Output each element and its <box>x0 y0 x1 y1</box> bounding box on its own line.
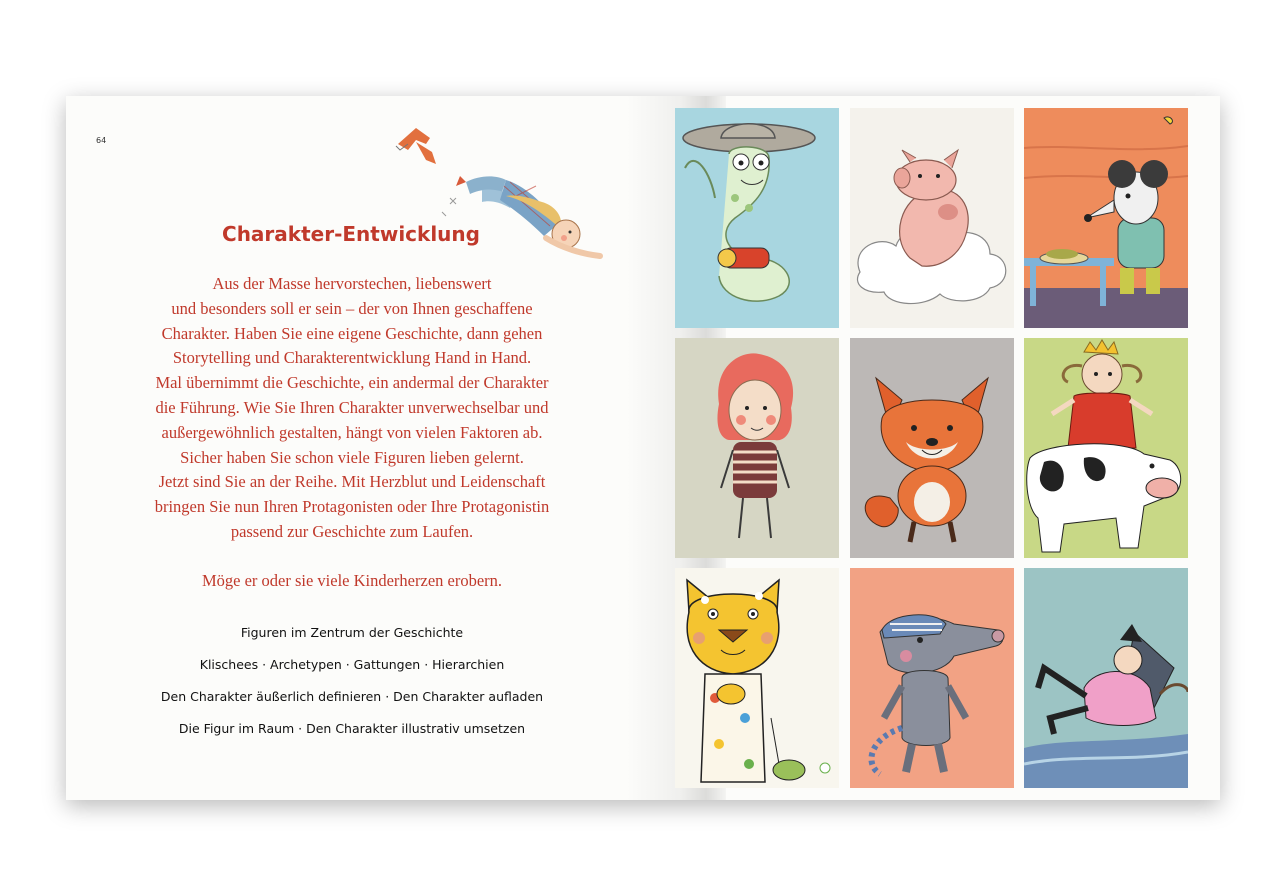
witch-falling-illustration <box>1024 568 1188 788</box>
intro-line: Mal übernimmt die Geschichte, ein andermal der Charakter <box>155 373 549 393</box>
intro-line: Jetzt sind Sie an der Reihe. Mit Herzblut und Leidenschaft <box>158 472 546 492</box>
intro-line: passend zur Geschichte zum Laufen. <box>230 521 474 541</box>
intro-line: Charakter. Haben Sie eine eigene Geschichte, dann gehen <box>161 323 543 343</box>
intro-line: Storytelling und Charakterentwicklung Hand in Hand. <box>172 348 532 368</box>
topic-item: Klischees · Archetypen · Gattungen · Hierarchien <box>199 657 505 672</box>
illustration-tile <box>1024 108 1188 328</box>
illustration-tile <box>675 568 839 788</box>
closing-line: Möge er oder sie viele Kinderherzen erobern. <box>201 570 503 590</box>
intro-line: bringen Sie nun Ihren Protagonisten oder Ihre Protagonistin <box>154 497 550 517</box>
topic-item: Figuren im Zentrum der Geschichte <box>240 625 464 640</box>
illustration-tile <box>850 108 1014 328</box>
fox-illustration <box>850 338 1014 558</box>
illustration-tile <box>850 338 1014 558</box>
intro-line: und besonders soll er sein – der von Ihnen geschaffene <box>171 298 533 318</box>
illustration-tile <box>850 568 1014 788</box>
intro-line: die Führung. Wie Sie Ihren Charakter unverwechselbar und <box>155 397 549 417</box>
cowboy-snake-illustration <box>675 108 839 328</box>
topic-item: Die Figur im Raum · Den Charakter illustrativ umsetzen <box>178 721 526 736</box>
topic-item: Den Charakter äußerlich definieren · Den Charakter aufladen <box>160 689 544 704</box>
princess-on-cow-illustration <box>1024 338 1188 558</box>
dog-at-table-illustration <box>1024 108 1188 328</box>
intro-text <box>126 272 578 594</box>
intro-line: Aus der Masse hervorstechen, liebenswert <box>212 274 492 293</box>
leopard-illustration <box>675 568 839 788</box>
illustration-tile <box>675 338 839 558</box>
page-number: 64 <box>96 136 107 145</box>
topic-list <box>126 624 578 752</box>
chapter-title: Charakter-Entwicklung <box>222 222 480 246</box>
red-haired-girl-illustration <box>675 338 839 558</box>
illustration-tile <box>1024 568 1188 788</box>
book-spread <box>66 96 1220 800</box>
illustration-tile <box>675 108 839 328</box>
pig-on-cloud-illustration <box>850 108 1014 328</box>
grey-rat-illustration <box>850 568 1014 788</box>
intro-line: Sicher haben Sie schon viele Figuren lieben gelernt. <box>180 447 524 467</box>
illustration-tile <box>1024 338 1188 558</box>
intro-line: außergewöhnlich gestalten, hängt von vielen Faktoren ab. <box>161 422 543 442</box>
